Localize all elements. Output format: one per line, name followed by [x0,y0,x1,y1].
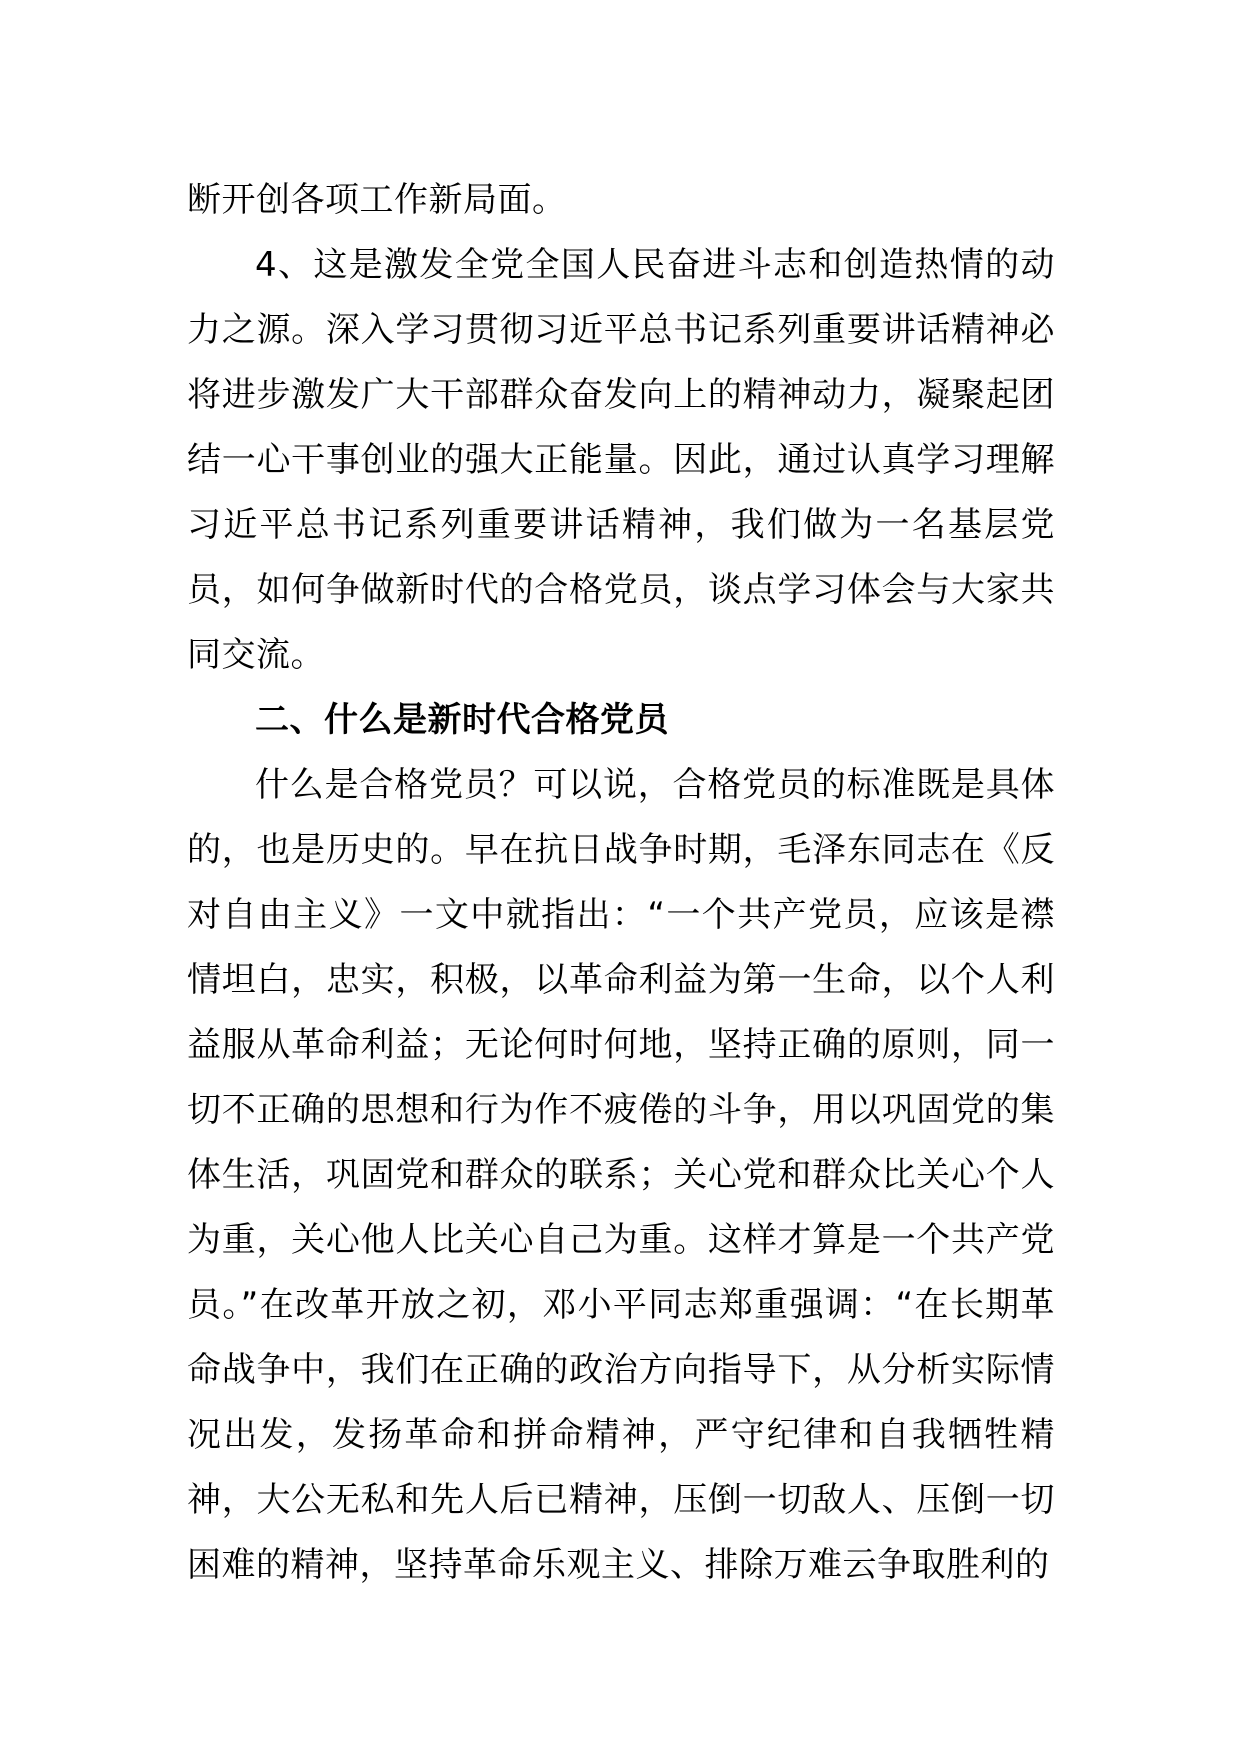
paragraph-continuation: 断开创各项工作新局面。 [187,180,567,220]
paragraph-qualified-member: 什么是合格党员？可以说，合格党员的标准既是具体的，也是历史的。早在抗日战争时期，毛泽东同志在《反对自由主义》一文中就指出：“一个共产党员，应该是襟情坦白，忠实，积极，以革命利益为第一生命，以个人利益服从革命利益；无论何时何地，坚持正确的原则，同一切不正确的思想和行为作不疲倦的斗争，用以巩固党的集体生活，巩固党和群众的联系；关心党和群众比关心个人为重，关心他人比关心自己为重。这样才算是一个共产党员。”在改革开放之初，邓小平同志郑重强调：“在长期革命战争中，我们在正确的政治方向指导下，从分析实际情况出发，发扬革命和拼命精神，严守纪律和自我牺牲精神，大公无私和先人后已精神，压倒一切敌人、压倒一切困难的精神，坚持革命乐观主义、排除万难云争取胜利的 [187,765,1055,1585]
section-heading-2: 二、什么是新时代合格党员 [255,700,669,740]
paragraph-point-4: 4、这是激发全党全国人民奋进斗志和创造热情的动力之源。深入学习贯彻习近平总书记系列重要讲话精神必将进步激发广大干部群众奋发向上的精神动力，凝聚起团结一心干事创业的强大正能量。因此，通过认真学习理解习近平总书记系列重要讲话精神，我们做为一名基层党员，如何争做新时代的合格党员，谈点学习体会与大家共同交流。 [187,245,1055,675]
document-body [187,168,1055,1598]
